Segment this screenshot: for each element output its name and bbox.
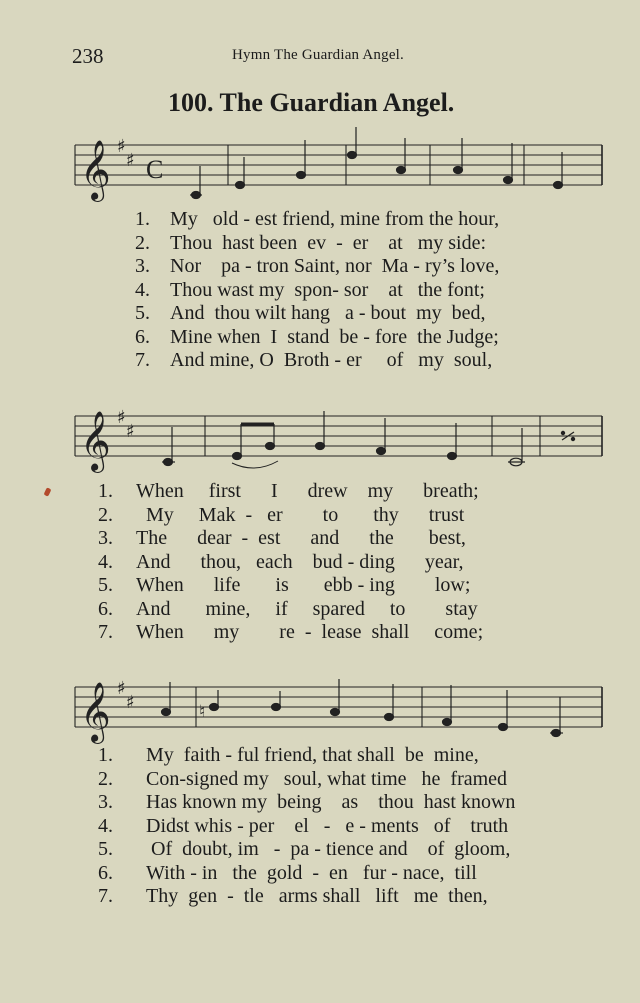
lyric-line: 5. And thou wilt hang a - bout my bed, bbox=[135, 302, 486, 324]
treble-clef-icon: 𝄞 bbox=[80, 140, 111, 200]
running-head: Hymn The Guardian Angel. bbox=[232, 47, 404, 63]
music-staff-system-2 bbox=[0, 395, 640, 485]
sharp-icon: ♯ bbox=[117, 407, 126, 428]
treble-clef-icon: 𝄞 bbox=[80, 411, 111, 471]
ink-mark bbox=[44, 487, 52, 496]
lyric-line: 5. Of doubt, im - pa - tience and of gloom, bbox=[98, 838, 511, 860]
lyric-line: 6. And mine, if spared to stay bbox=[98, 597, 478, 620]
lyrics-system-1 bbox=[135, 208, 615, 373]
lyric-line: 6. Mine when I stand be - fore the Judge; bbox=[135, 325, 499, 348]
sharp-icon: ♯ bbox=[126, 421, 135, 442]
lyric-line: 7. And mine, O Broth - er of my soul, bbox=[135, 349, 493, 371]
lyric-line: 1. My faith - ful friend, that shall be mine, bbox=[98, 744, 479, 766]
lyric-line: 5. When life is ebb - ing low; bbox=[98, 574, 471, 596]
lyric-line: 4. Thou wast my spon- sor at the font; bbox=[135, 278, 485, 301]
page-number: 238 bbox=[72, 44, 104, 68]
lyric-line: 4. Didst whis - per el - e - ments of truth bbox=[98, 814, 509, 837]
lyric-line: 2. Thou hast been ev - er at my side: bbox=[135, 231, 487, 254]
common-time-icon: C bbox=[146, 155, 164, 184]
lyric-line: 7. Thy gen - tle arms shall lift me then, bbox=[98, 885, 488, 907]
music-staff-system-1 bbox=[0, 125, 640, 215]
music-staff-system-3 bbox=[0, 660, 640, 755]
hymn-title: 100. The Guardian Angel. bbox=[168, 88, 455, 117]
natural-icon: ♮ bbox=[199, 702, 206, 722]
lyric-line: 2. My Mak - er to thy trust bbox=[98, 503, 465, 526]
sharp-icon: ♯ bbox=[126, 150, 135, 171]
lyric-line: 4. And thou, each bud - ding year, bbox=[98, 550, 464, 573]
sharp-icon: ♯ bbox=[117, 678, 126, 699]
lyric-line: 7. When my re - lease shall come; bbox=[98, 621, 484, 643]
lyric-line: 1. When first I drew my breath; bbox=[98, 480, 479, 502]
sharp-icon: ♯ bbox=[126, 692, 135, 713]
sharp-icon: ♯ bbox=[117, 136, 126, 157]
lyric-line: 3. The dear - est and the best, bbox=[98, 527, 466, 549]
lyric-line: 3. Has known my being as thou hast known bbox=[98, 791, 516, 813]
lyrics-system-2 bbox=[98, 480, 618, 645]
treble-clef-icon: 𝄞 bbox=[80, 682, 111, 742]
lyrics-system-3 bbox=[98, 744, 618, 909]
lyric-line: 1. My old - est friend, mine from the hour, bbox=[135, 208, 500, 230]
lyric-line: 3. Nor pa - tron Saint, nor Ma - ry’s love, bbox=[135, 255, 500, 277]
lyric-line: 6. With - in the gold - en fur - nace, till bbox=[98, 861, 477, 884]
lyric-line: 2. Con-signed my soul, what time he framed bbox=[98, 767, 508, 790]
